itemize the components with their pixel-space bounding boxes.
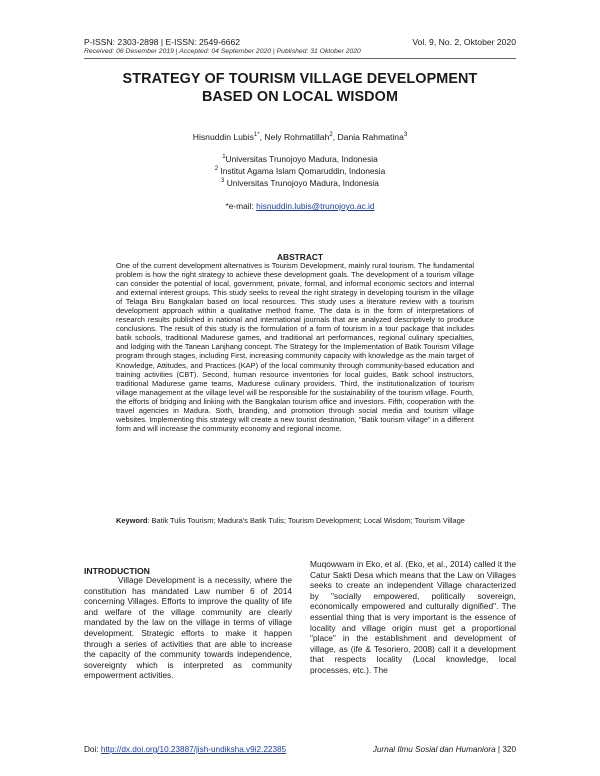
keyword-list: : Batik Tulis Tourism; Madura's Batik Tulis; Tourism Development; Local Wisdom; Tourism Village [147, 516, 465, 525]
author-name: Hisnuddin Lubis [192, 132, 254, 142]
affiliation [60, 177, 540, 189]
affiliation-sup: 2 [214, 166, 219, 173]
doi-line [84, 745, 286, 755]
affiliation [60, 165, 540, 177]
affiliation [60, 153, 540, 165]
keyword-label: Keyword [116, 516, 148, 525]
email-line [60, 201, 540, 212]
paper-title-line-1: STRATEGY OF TOURISM VILLAGE DEVELOPMENT [122, 71, 478, 87]
issn-line: P-ISSN: 2303-2898 | E-ISSN: 2549-6662 [84, 37, 241, 47]
paper-title-line-2: BASED ON LOCAL WISDOM [201, 89, 399, 105]
email-label: *e-mail: [225, 201, 257, 211]
author-sup: 3 [403, 132, 408, 139]
doi-label: Doi: [84, 745, 101, 754]
volume-line: Vol. 9, No. 2, Oktober 2020 [412, 37, 516, 47]
author-separator: , [332, 132, 338, 142]
author-sup: 1* [253, 132, 260, 139]
author-name: Dania Rahmatina [337, 132, 404, 142]
page-number: | 320 [495, 745, 516, 754]
introduction-right-column: Muqowwam in Eko, et al. (Eko, et al., 2014) called it the Catur Sakti Desa which means that the Law on Villages seeks to create an independent Village characterized by "socially empowered, politically sovereign, economically empowered and culturally dignified". The essential thing that is very important is the essence of locality and village origin must get a proportional "place" in the establishment and development of village, as (ife & Tesoriero, 2008) call it a development that respects locality (Local knowledge, local processes, etc.). The [310, 559, 516, 675]
author-list [60, 132, 540, 142]
received-dates: Received: 06 Desember 2019 | Accepted: 04 September 2020 | Published: 31 Oktober 2020 [84, 48, 361, 55]
affiliation-sup: 1 [222, 154, 226, 161]
affiliation-text: Universitas Trunojoyo Madura, Indonesia [224, 178, 379, 188]
introduction-heading: INTRODUCTION [84, 566, 150, 576]
doi-link[interactable]: http://dx.doi.org/10.23887/jish-undiksha.v9i2.22385 [100, 745, 287, 754]
introduction-left-column: Village Development is a necessity, where the constitution has mandated Law number 6 of 2014 concerning Villages. Efforts to improve the quality of life and welfare of the village community are clearly mandated by the law on the village in terms of village development. Strategic efforts to make it happen through a series of activities that are able to increase the capacity of the community towards independence, sovereignty which is interpreted as community empowerment activities. [84, 575, 292, 681]
author-sup: 2 [329, 132, 333, 139]
affiliation-sup: 3 [221, 178, 225, 185]
abstract-text: One of the current development alternatives is Tourism Development, mainly rural tourism. The fundamental problem is how the right strategy to achieve these development goals. The development of a tourism village can consider the potential of local, government, private, formal, and informal economic sectors and internal and external interest groups. This study seeks to reveal the right strategy in developing tourism in the village of Telaga Biru Bangkalan based on local resources. This study uses a literature review with a tourism development approach within a qualitative method frame. The data is in the form of interpretations of research results published in national and international journals that are analyzed descriptively to produce conclusions. The result of this study is the formulation of a form of tourism in a tour package that includes batik schools, traditional Madurese games, and traditional art performances, regional culinary specialties, and lodging with the Tanean Lanjhang concept. The Strategy for the Implementation of Batik Tourism Village program through stages, including First, increasing community capacity with knowledge as the main target of Knowledge, Attitudes, and Practices (KAP) of the local community through community-based education and training activities (CBT). Second, human resource inventories for local guides, Batik school instructors, traditional Madurese game teams, Madurese culinary providers. Third, the institutionalization of tourism village management at the village level will be responsible for the sustainability of the tourism village. Fourth, the efforts of bridging and linking with the Bangkalan tourism office and investors. Fifth, cooperation with the travel agencies in Madura. Sixth, branding, and promotion through social media and tourism village websites. Implementing this strategy will create a new tourist destination, "Batik tourism village" in a different form and will increase the community economy and regional income. [116, 261, 474, 433]
journal-name: Jurnal Ilmu Sosial dan Humaniora [372, 745, 496, 754]
email-link[interactable]: hisnuddin.lubis@trunojoyo.ac.id [256, 201, 375, 211]
author-name: Nely Rohmatillah [264, 132, 330, 142]
abstract-heading: ABSTRACT [276, 252, 324, 262]
affiliation-text: Institut Agama Islam Qomaruddin, Indonesia [218, 166, 386, 176]
affiliation-text: Universitas Trunojoyo Madura, Indonesia [225, 154, 378, 164]
keywords [116, 516, 474, 526]
author-separator: , [259, 132, 265, 142]
journal-page [300, 745, 516, 755]
header-rule [84, 58, 516, 59]
